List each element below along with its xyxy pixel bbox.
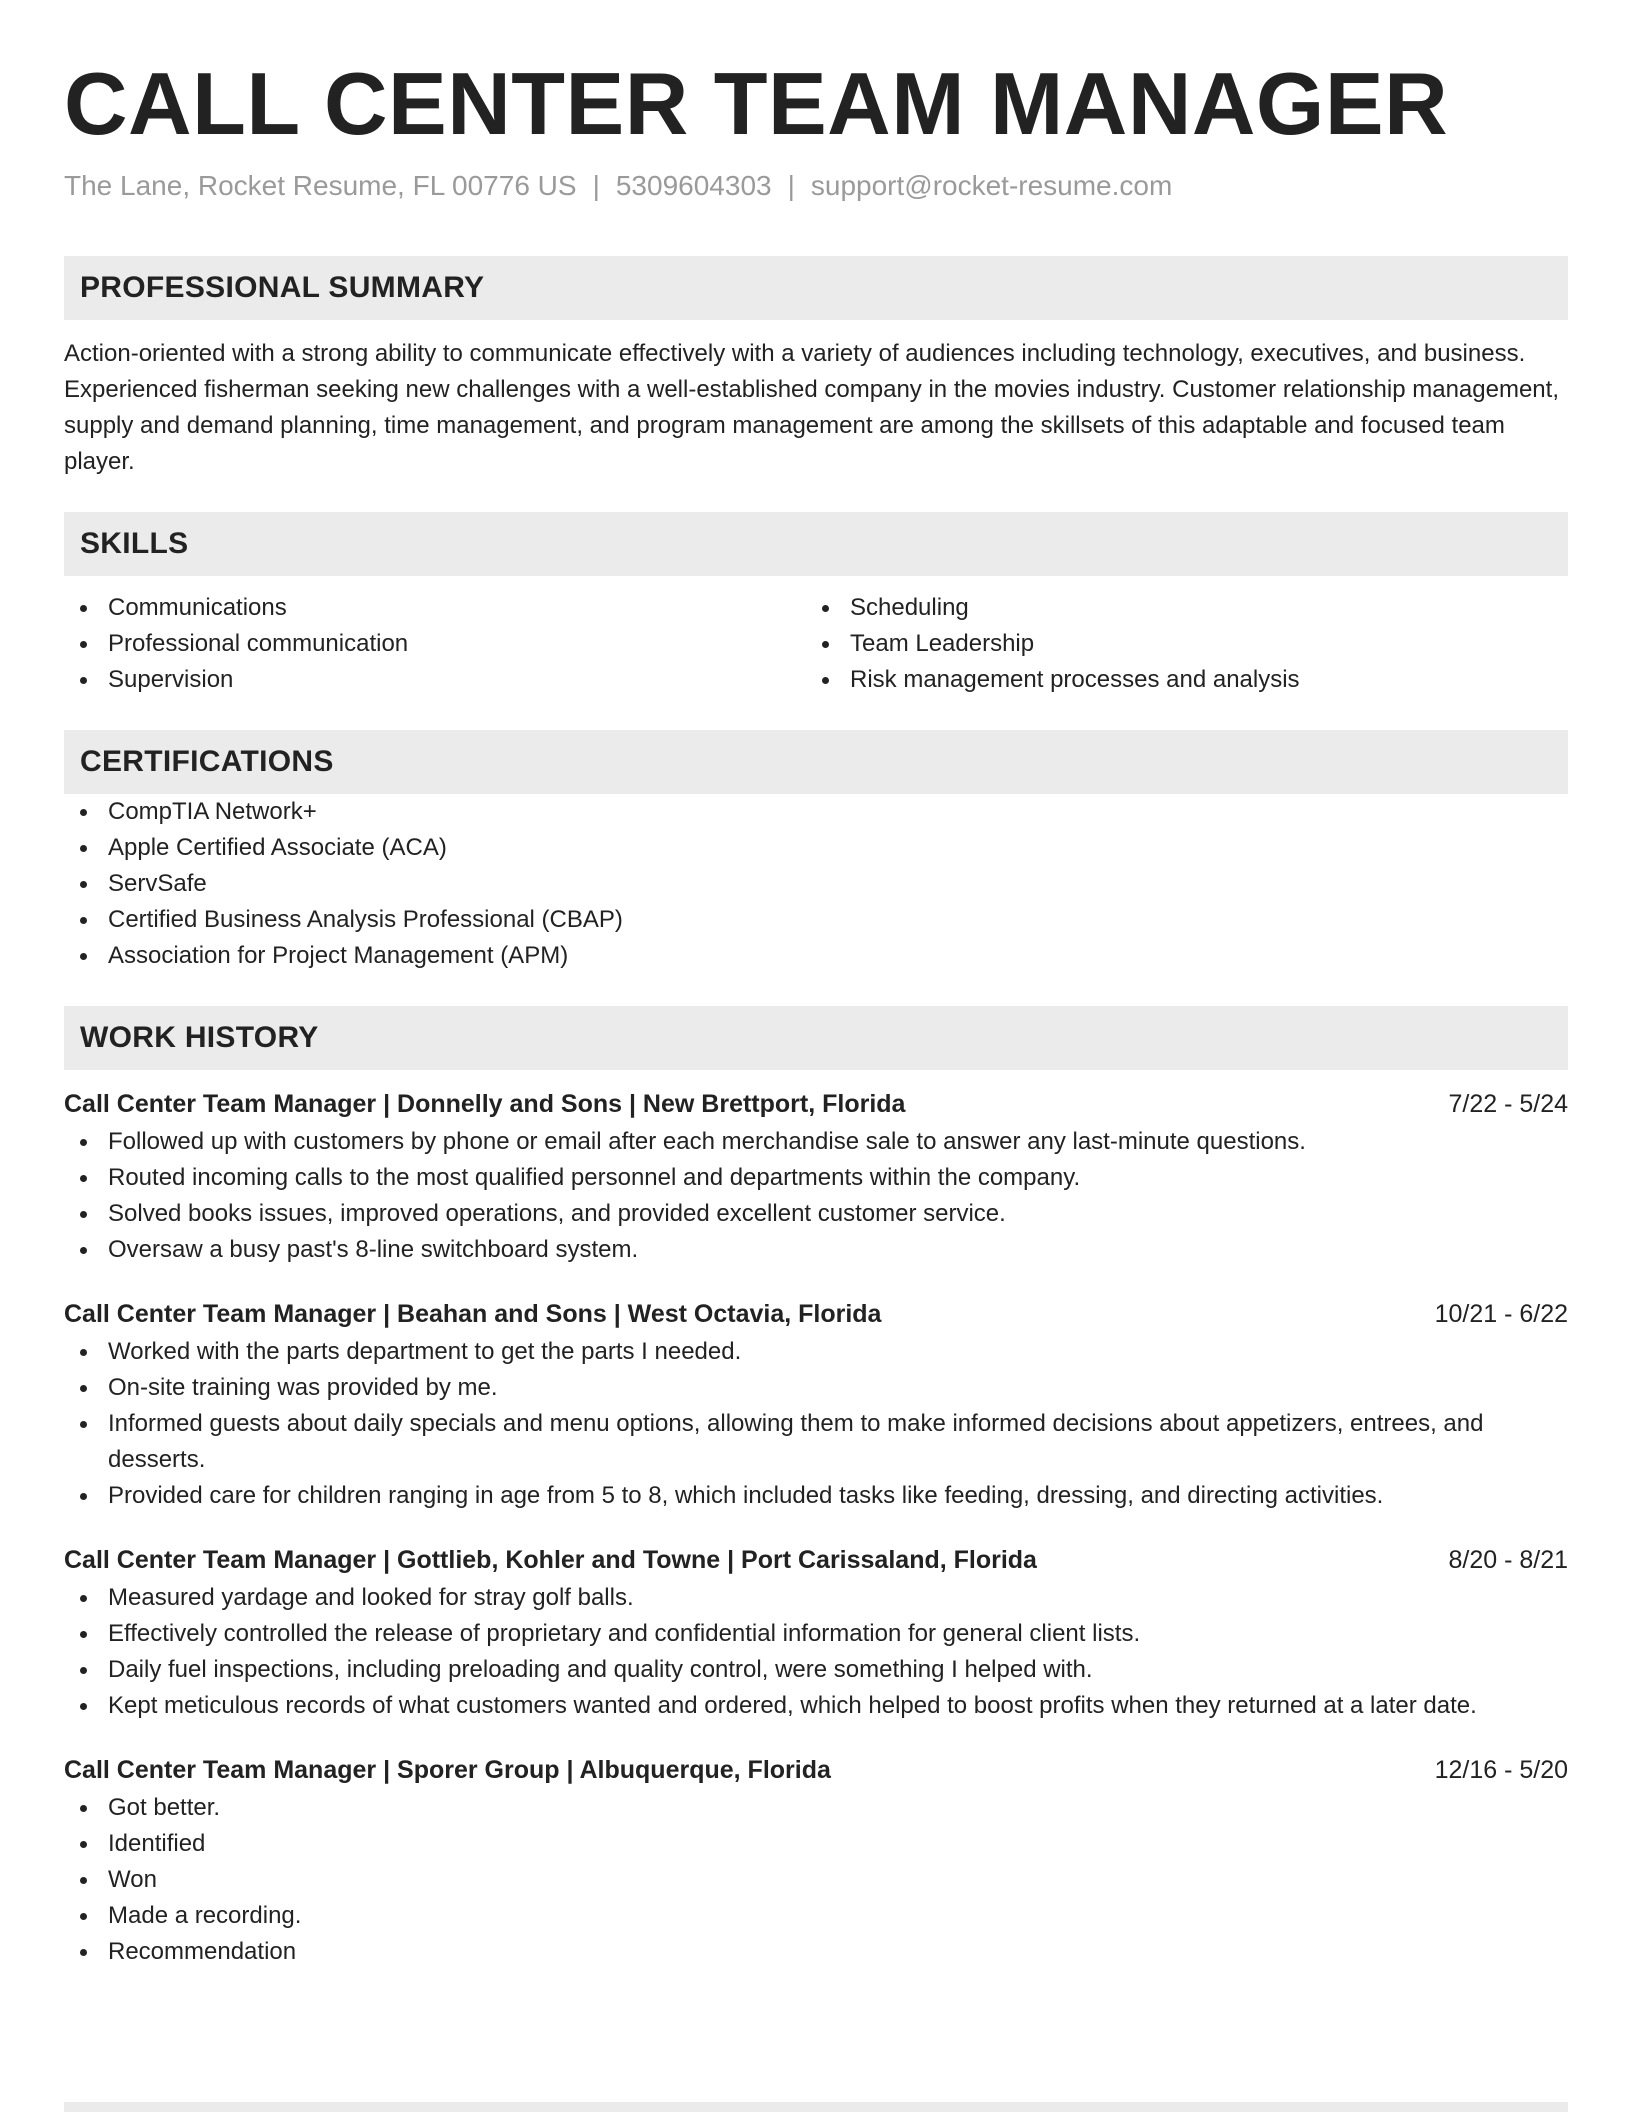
bullet-dot <box>822 605 829 612</box>
job-bullet: Followed up with customers by phone or email after each merchandise sale to answer any last-minute questions. <box>64 1124 1568 1160</box>
bullet-dot <box>80 1493 87 1500</box>
job-header <box>64 1084 1568 1124</box>
contact-separator: | <box>592 170 600 201</box>
bullet-dot <box>80 1913 87 1920</box>
job-bullet: Effectively controlled the release of proprietary and confidential information for general client lists. <box>64 1616 1568 1652</box>
contact-separator: | <box>787 170 795 201</box>
bullet-dot <box>80 1421 87 1428</box>
bullet-dot <box>80 1703 87 1710</box>
job-bullet: Got better. <box>64 1790 1568 1826</box>
skills-list-left <box>64 590 806 698</box>
job-bullet: Oversaw a busy past's 8-line switchboard system. <box>64 1232 1568 1268</box>
bullet-dot <box>80 1139 87 1146</box>
resume-content <box>64 52 1568 1970</box>
job-bullet: Measured yardage and looked for stray golf balls. <box>64 1580 1568 1616</box>
bullet-dot <box>80 1949 87 1956</box>
skill-item: Professional communication <box>64 626 806 662</box>
skills-columns <box>64 590 1568 698</box>
bullet-dot <box>80 641 87 648</box>
job-header <box>64 1540 1568 1580</box>
job-bullets <box>64 1334 1568 1514</box>
job-bullet: Solved books issues, improved operations, and provided excellent customer service. <box>64 1196 1568 1232</box>
job-entry <box>64 1540 1568 1724</box>
skill-item: Supervision <box>64 662 806 698</box>
skill-item: Risk management processes and analysis <box>806 662 1548 698</box>
job-bullet: Routed incoming calls to the most qualified personnel and departments within the company. <box>64 1160 1568 1196</box>
job-entry <box>64 1294 1568 1514</box>
bullet-dot <box>80 605 87 612</box>
bullet-dot <box>80 1349 87 1356</box>
job-bullets <box>64 1790 1568 1970</box>
bullet-dot <box>80 845 87 852</box>
bullet-dot <box>80 1211 87 1218</box>
contact-address: The Lane, Rocket Resume, FL 00776 US <box>64 170 577 201</box>
bullet-dot <box>80 1175 87 1182</box>
job-entry <box>64 1750 1568 1970</box>
bullet-dot <box>80 677 87 684</box>
summary-text: Action-oriented with a strong ability to communicate effectively with a variety of audiences including technology, executives, and business. Experienced fisherman seeking new challenges with a well-established company in the movies industry. Customer relationship management, supply and demand planning, time management, and program management are among the skillsets of this adaptable and focused team player. <box>64 340 1559 475</box>
job-bullet: Won <box>64 1862 1568 1898</box>
job-header <box>64 1750 1568 1790</box>
bullet-dot <box>80 1385 87 1392</box>
bullet-dot <box>80 1667 87 1674</box>
bullet-dot <box>80 1877 87 1884</box>
section-heading-summary: PROFESSIONAL SUMMARY <box>64 256 1568 320</box>
section-heading-skills: SKILLS <box>64 512 1568 576</box>
job-bullet: On-site training was provided by me. <box>64 1370 1568 1406</box>
certification-item: Association for Project Management (APM) <box>64 938 1568 974</box>
contact-phone: 5309604303 <box>615 170 772 201</box>
bullet-dot <box>80 917 87 924</box>
job-dates: 12/16 - 5/20 <box>1434 1755 1568 1784</box>
certification-item: Certified Business Analysis Professional (CBAP) <box>64 902 1568 938</box>
certification-item: ServSafe <box>64 866 1568 902</box>
job-dates: 7/22 - 5/24 <box>1448 1089 1568 1118</box>
bullet-dot <box>80 1841 87 1848</box>
job-bullet: Kept meticulous records of what customers wanted and ordered, which helped to boost profits when they returned at a later date. <box>64 1688 1568 1724</box>
skills-list-right <box>806 590 1548 698</box>
section-heading-certifications: CERTIFICATIONS <box>64 730 1568 794</box>
job-bullet: Recommendation <box>64 1934 1568 1970</box>
contact-email: support@rocket-resume.com <box>810 170 1173 201</box>
bullet-dot <box>80 881 87 888</box>
skill-item: Scheduling <box>806 590 1548 626</box>
job-title: Call Center Team Manager | Beahan and Sons | West Octavia, Florida <box>64 1299 882 1328</box>
job-header <box>64 1294 1568 1334</box>
bullet-dot <box>822 641 829 648</box>
job-dates: 8/20 - 8/21 <box>1448 1545 1568 1574</box>
job-bullets <box>64 1580 1568 1724</box>
bullet-dot <box>822 677 829 684</box>
certification-item: Apple Certified Associate (ACA) <box>64 830 1568 866</box>
job-bullets <box>64 1124 1568 1268</box>
job-title: Call Center Team Manager | Sporer Group | Albuquerque, Florida <box>64 1755 831 1784</box>
bullet-dot <box>80 1805 87 1812</box>
contact-line <box>64 166 1568 206</box>
skill-item: Team Leadership <box>806 626 1548 662</box>
next-section-heading-bar <box>64 2102 1568 2112</box>
bullet-dot <box>80 809 87 816</box>
section-heading-work-history: WORK HISTORY <box>64 1006 1568 1070</box>
job-bullet: Informed guests about daily specials and menu options, allowing them to make informed decisions about appetizers, entrees, and desserts. <box>64 1406 1568 1478</box>
job-bullet: Made a recording. <box>64 1898 1568 1934</box>
bullet-dot <box>80 953 87 960</box>
job-title: Call Center Team Manager | Gottlieb, Kohler and Towne | Port Carissaland, Florida <box>64 1545 1037 1574</box>
certification-item: CompTIA Network+ <box>64 794 1568 830</box>
job-bullet: Identified <box>64 1826 1568 1862</box>
job-bullet: Daily fuel inspections, including preloading and quality control, were something I helped with. <box>64 1652 1568 1688</box>
job-dates: 10/21 - 6/22 <box>1434 1299 1568 1328</box>
job-bullet: Worked with the parts department to get the parts I needed. <box>64 1334 1568 1370</box>
certifications-list <box>64 794 1568 974</box>
bullet-dot <box>80 1631 87 1638</box>
candidate-name: CALL CENTER TEAM MANAGER <box>64 54 1449 153</box>
job-bullet: Provided care for children ranging in age from 5 to 8, which included tasks like feeding, dressing, and directing activities. <box>64 1478 1568 1514</box>
bullet-dot <box>80 1595 87 1602</box>
bullet-dot <box>80 1247 87 1254</box>
job-entry <box>64 1084 1568 1268</box>
job-title: Call Center Team Manager | Donnelly and Sons | New Brettport, Florida <box>64 1089 906 1118</box>
skill-item: Communications <box>64 590 806 626</box>
